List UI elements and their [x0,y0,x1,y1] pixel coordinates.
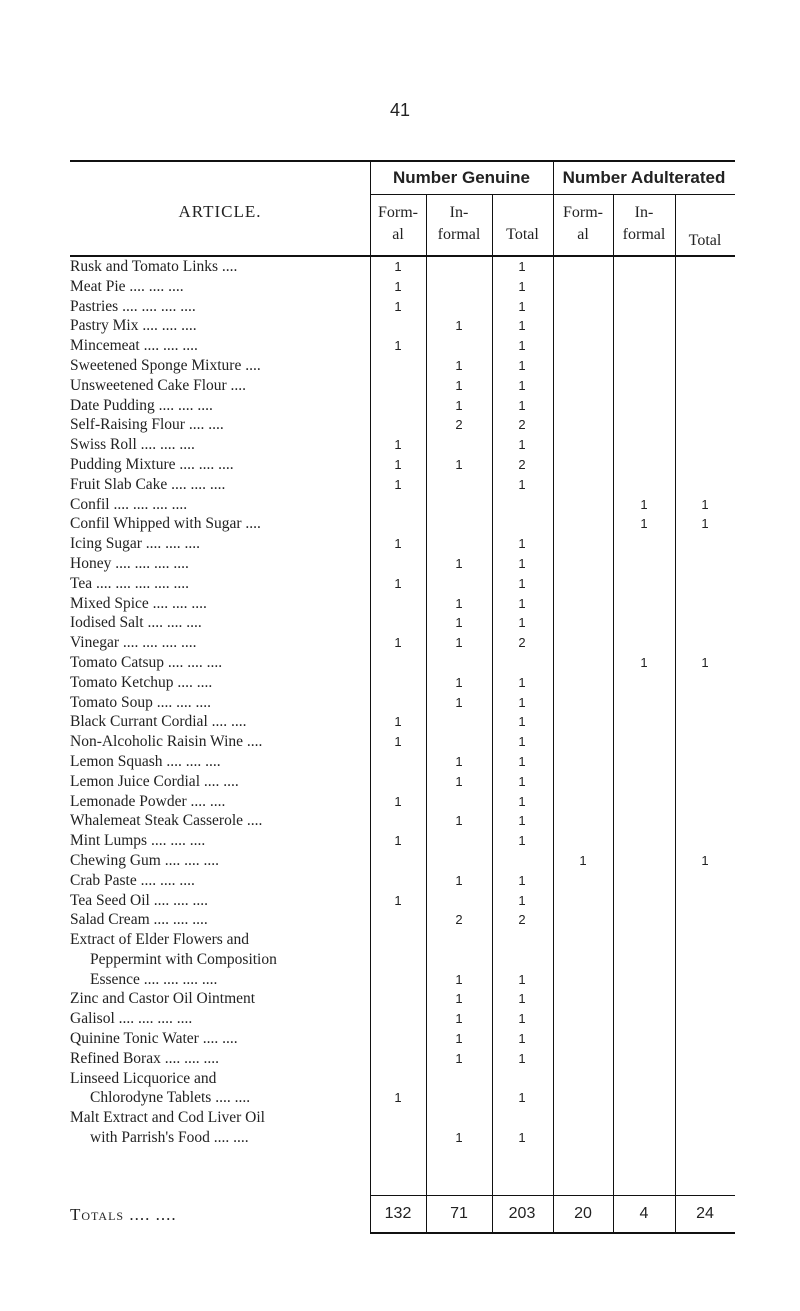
cell-gt: 1 [518,714,526,730]
table-row [70,415,735,435]
article-name: Vinegar .... .... .... .... [70,634,197,652]
cell-gf: 1 [394,833,402,849]
article-name: Tomato Catsup .... .... .... [70,653,223,671]
cell-gt: 1 [518,1090,526,1106]
table-row [70,811,735,831]
total-genuine-informal: 71 [450,1205,468,1222]
cell-gt: 1 [518,575,526,591]
table-row [70,712,735,732]
article-name: Linseed Licquorice and [70,1069,217,1087]
cell-gi: 1 [455,397,463,413]
cell-gt: 1 [518,872,526,888]
table-row [70,495,735,515]
article-name: Tea Seed Oil .... .... .... [70,891,208,909]
cell-gf: 1 [394,259,402,274]
cell-gi: 1 [455,1130,463,1146]
cell-gf: 1 [394,734,402,750]
header-line: Form- [563,204,603,221]
cell-gf: 1 [394,298,402,314]
table-row [70,970,735,990]
cell-gi: 2 [455,912,463,928]
table-row [70,277,735,297]
table-row [70,1088,735,1108]
cell-gi: 1 [455,318,463,334]
article-name: Non-Alcoholic Raisin Wine .... [70,733,263,751]
article-name: Pastry Mix .... .... .... [70,317,197,335]
cell-gt: 2 [518,417,526,433]
cell-gt: 1 [518,753,526,769]
table-row [70,574,735,594]
cell-gt: 1 [518,1031,526,1047]
cell-gt: 1 [518,991,526,1007]
article-name: Confil Whipped with Sugar .... [70,515,261,533]
cell-gi: 1 [455,456,463,472]
table-row [70,356,735,376]
header-line: In- [449,204,469,221]
table-row [70,475,735,495]
table-row [70,1108,735,1128]
table-row [70,851,735,871]
cell-gt: 1 [518,278,526,294]
table-row [70,297,735,317]
article-name: Peppermint with Composition [90,950,277,968]
table-row [70,554,735,574]
cell-gt: 2 [518,635,526,651]
cell-gf: 1 [394,278,402,294]
cell-gf: 1 [394,714,402,730]
cell-gt: 1 [518,476,526,492]
header-line: al [577,226,589,243]
article-name: Zinc and Castor Oil Ointment [70,990,256,1008]
article-name: Lemon Squash .... .... .... [70,752,221,770]
article-name: Tomato Soup .... .... .... [70,693,211,711]
adulterated-total-header: Total [688,232,722,249]
cell-gt: 1 [518,813,526,829]
cell-gi: 1 [455,753,463,769]
table-row [70,673,735,693]
article-name: Fruit Slab Cake .... .... .... [70,475,226,493]
article-name: Meat Pie .... .... .... [70,277,184,295]
article-name: Galisol .... .... .... .... [70,1010,193,1028]
cell-af: 1 [579,852,587,868]
cell-gt: 1 [518,971,526,987]
table-row [70,1128,735,1148]
cell-gt: 1 [518,773,526,789]
genuine-informal-header [426,202,492,246]
cell-ai: 1 [640,516,648,532]
cell-gt: 1 [518,615,526,631]
article-name: Date Pudding .... .... .... [70,396,213,414]
article-name: Chlorodyne Tablets .... .... [90,1089,251,1107]
cell-ai: 1 [640,654,648,670]
article-name: Swiss Roll .... .... .... [70,436,195,454]
adulterated-formal-header [553,202,613,246]
cell-gf: 1 [394,536,402,552]
cell-gi: 1 [455,1050,463,1066]
total-adulterated-total: 24 [696,1205,714,1222]
table-row [70,772,735,792]
cell-gf: 1 [394,892,402,908]
cell-gi: 1 [455,595,463,611]
cell-gf: 1 [394,575,402,591]
table-row [70,871,735,891]
table-row [70,435,735,455]
table-body [70,257,735,1148]
header-line: formal [622,226,666,243]
table-row [70,792,735,812]
cell-gt: 1 [518,694,526,710]
table-row [70,455,735,475]
article-name: Mint Lumps .... .... .... [70,832,206,850]
cell-gt: 2 [518,456,526,472]
article-name: Lemon Juice Cordial .... .... [70,772,239,790]
article-name: Crab Paste .... .... .... [70,871,195,889]
cell-gi: 1 [455,773,463,789]
cell-gf: 1 [394,793,402,809]
article-name: Pudding Mixture .... .... .... [70,455,234,473]
article-name: Icing Sugar .... .... .... [70,535,201,553]
table-row [70,989,735,1009]
total-genuine-formal: 132 [384,1205,412,1222]
cell-gi: 1 [455,694,463,710]
cell-gi: 1 [455,991,463,1007]
article-name: Unsweetened Cake Flour .... [70,376,247,394]
article-name: Salad Cream .... .... .... [70,911,208,929]
cell-at: 1 [701,516,709,532]
cell-gt: 1 [518,259,526,274]
total-adulterated-informal: 4 [639,1205,649,1222]
cell-gi: 1 [455,635,463,651]
article-name: Mincemeat .... .... .... [70,337,198,355]
article-name: Lemonade Powder .... .... [70,792,226,810]
table-row [70,891,735,911]
cell-gt: 1 [518,734,526,750]
total-genuine-total: 203 [508,1205,536,1222]
total-adulterated-formal: 20 [574,1205,592,1222]
cell-gi: 1 [455,971,463,987]
article-name: Mixed Spice .... .... .... [70,594,207,612]
table-row [70,752,735,772]
cell-gi: 1 [455,1031,463,1047]
cell-gt: 1 [518,1050,526,1066]
table-row [70,831,735,851]
page-number: 41 [389,100,411,120]
top-rule [70,160,735,162]
article-name: Tomato Ketchup .... .... [70,673,213,691]
cell-gf: 1 [394,456,402,472]
article-name: Malt Extract and Cod Liver Oil [70,1109,265,1127]
header-line: al [392,226,404,243]
cell-gi: 1 [455,1011,463,1027]
cell-ai: 1 [640,496,648,512]
table-row [70,336,735,356]
table-row [70,930,735,950]
header-line: Form- [378,204,418,221]
article-name: Sweetened Sponge Mixture .... [70,356,261,374]
article-name: with Parrish's Food .... .... [90,1129,249,1147]
table-row [70,376,735,396]
table-row [70,396,735,416]
table-row [70,1009,735,1029]
cell-gt: 1 [518,338,526,354]
cell-at: 1 [701,496,709,512]
cell-gt: 1 [518,674,526,690]
cell-gf: 1 [394,338,402,354]
cell-gi: 1 [455,377,463,393]
cell-gi: 2 [455,417,463,433]
cell-gt: 1 [518,555,526,571]
table-row [70,257,735,277]
article-name: Quinine Tonic Water .... .... [70,1030,238,1048]
cell-gf: 1 [394,1090,402,1106]
table-row [70,732,735,752]
table-row [70,693,735,713]
table-row [70,1069,735,1089]
cell-gf: 1 [394,437,402,453]
cell-gt: 1 [518,1011,526,1027]
cell-gt: 1 [518,397,526,413]
table-row [70,613,735,633]
adulterated-informal-header [613,202,675,246]
table-row [70,950,735,970]
cell-gt: 1 [518,595,526,611]
article-name: Chewing Gum .... .... .... [70,851,219,869]
table-row [70,1029,735,1049]
cell-gt: 1 [518,318,526,334]
table-row [70,514,735,534]
article-header: ARTICLE. [178,202,262,221]
cell-gf: 1 [394,476,402,492]
table-row [70,910,735,930]
cell-gi: 1 [455,813,463,829]
table-row [70,633,735,653]
cell-gt: 1 [518,377,526,393]
cell-at: 1 [701,654,709,670]
totals-label: Totals .... .... [70,1205,177,1224]
cell-gt: 1 [518,793,526,809]
cell-gi: 1 [455,872,463,888]
cell-gt: 1 [518,298,526,314]
genuine-total-header: Total [506,226,539,243]
article-name: Black Currant Cordial .... .... [70,713,247,731]
table-row [70,534,735,554]
cell-gi: 1 [455,615,463,631]
table-row [70,316,735,336]
header-line: In- [634,204,654,221]
article-table [70,160,735,1270]
cell-gi: 1 [455,555,463,571]
cell-gf: 1 [394,635,402,651]
article-name: Whalemeat Steak Casserole .... [70,812,263,830]
article-name: Refined Borax .... .... .... [70,1049,219,1067]
adulterated-header: Number Adulterated [562,168,726,187]
header-line: formal [437,226,481,243]
cell-gt: 1 [518,536,526,552]
genuine-header: Number Genuine [393,168,530,187]
article-name: Tea .... .... .... .... .... [70,574,190,592]
article-name: Extract of Elder Flowers and [70,931,250,949]
article-name: Iodised Salt .... .... .... [70,614,202,632]
genuine-formal-header [370,202,426,246]
cell-at: 1 [701,852,709,868]
table-row [70,594,735,614]
article-name: Confil .... .... .... .... [70,495,188,513]
table-row [70,1049,735,1069]
cell-gt: 1 [518,1130,526,1146]
cell-gt: 1 [518,892,526,908]
cell-gt: 2 [518,912,526,928]
cell-gi: 1 [455,674,463,690]
table-row [70,653,735,673]
article-name: Self-Raising Flour .... .... [70,416,224,434]
cell-gt: 1 [518,833,526,849]
article-name: Honey .... .... .... .... [70,554,189,572]
article-name: Essence .... .... .... .... [90,970,218,988]
article-name: Pastries .... .... .... .... [70,297,196,315]
cell-gi: 1 [455,357,463,373]
cell-gt: 1 [518,357,526,373]
article-name: Rusk and Tomato Links .... [70,258,238,275]
cell-gt: 1 [518,437,526,453]
